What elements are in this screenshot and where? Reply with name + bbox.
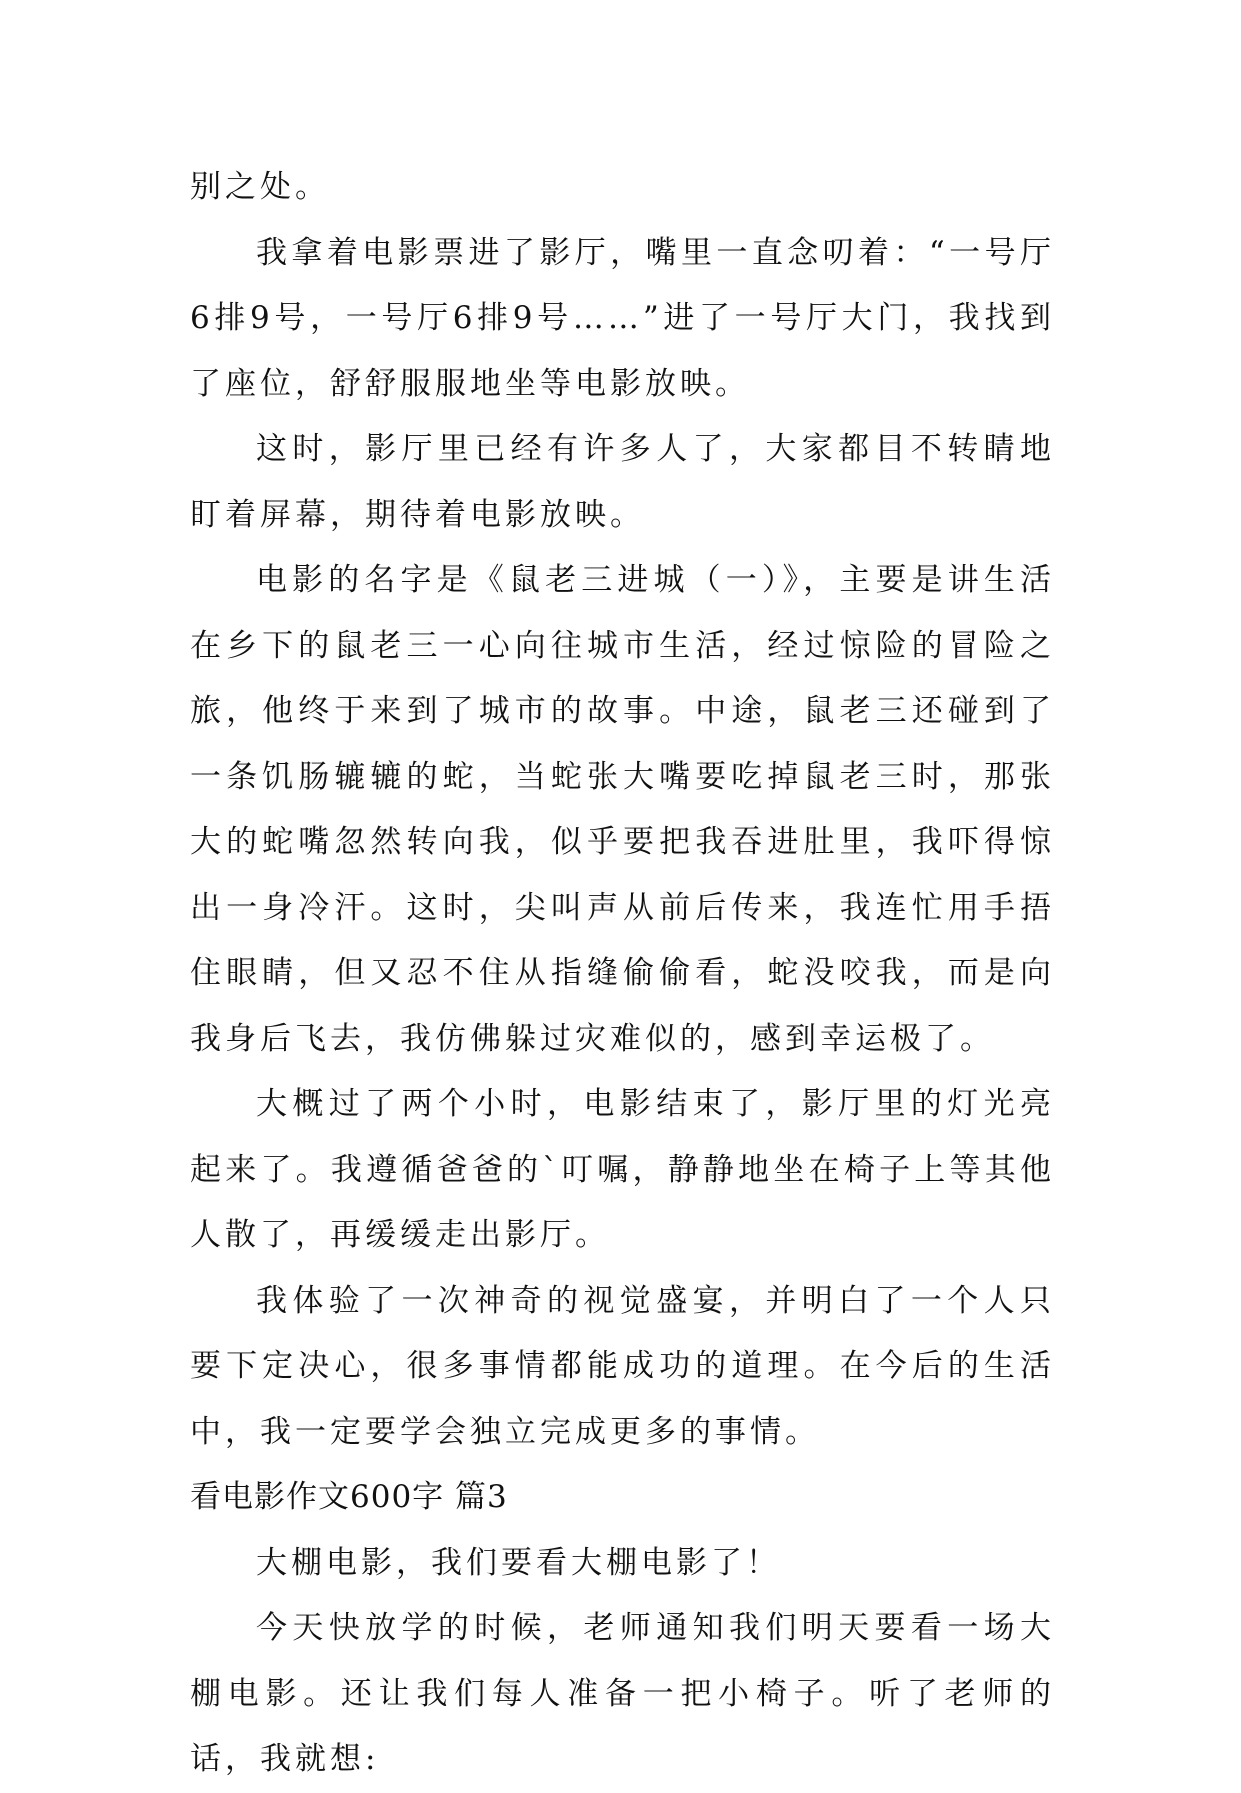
paragraph-4: 电影的名字是《鼠老三进城（一）》，主要是讲生活在乡下的鼠老三一心向往城市生活，经过惊险的冒险之旅，他终于来到了城市的故事。中途，鼠老三还碰到了一条饥肠辘辘的蛇，当蛇张大嘴要吃掉鼠老三时，那张大的蛇嘴忽然转向我，似乎要把我吞进肚里，我吓得惊出一身冷汗。这时，尖叫声从前后传来，我连忙用手捂住眼睛，但又忍不住从指缝偷偷看，蛇没咬我，而是向我身后飞去，我仿佛躲过灾难似的，感到幸运极了。 (190, 562, 1055, 1057)
paragraph-1: 别之处。 (190, 169, 330, 205)
paragraph-6: 我体验了一次神奇的视觉盛宴，并明白了一个人只要下定决心，很多事情都能成功的道理。在今后的生活中，我一定要学会独立完成更多的事情。 (190, 1282, 1055, 1450)
paragraph-7: 大棚电影，我们要看大棚电影了！ (256, 1544, 781, 1581)
section-heading: 看电影作文600字 篇3 (190, 1479, 508, 1515)
paragraph-5: 大概过了两个小时，电影结束了，影厅里的灯光亮起来了。我遵循爸爸的`叮嘱，静静地坐在椅子上等其他人散了，再缓缓走出影厅。 (190, 1086, 1055, 1253)
paragraph-8: 今天快放学的时候，老师通知我们明天要看一场大棚电影。还让我们每人准备一把小椅子。听了老师的话，我就想: (190, 1610, 1055, 1777)
paragraph-2: 我拿着电影票进了影厅，嘴里一直念叨着：“一号厅6排9号，一号厅6排9号……”进了一号厅大门，我找到了座位，舒舒服服地坐等电影放映。 (190, 234, 1055, 402)
paragraph-3: 这时，影厅里已经有许多人了，大家都目不转睛地盯着屏幕，期待着电影放映。 (190, 431, 1055, 533)
document-body (190, 155, 1055, 1793)
